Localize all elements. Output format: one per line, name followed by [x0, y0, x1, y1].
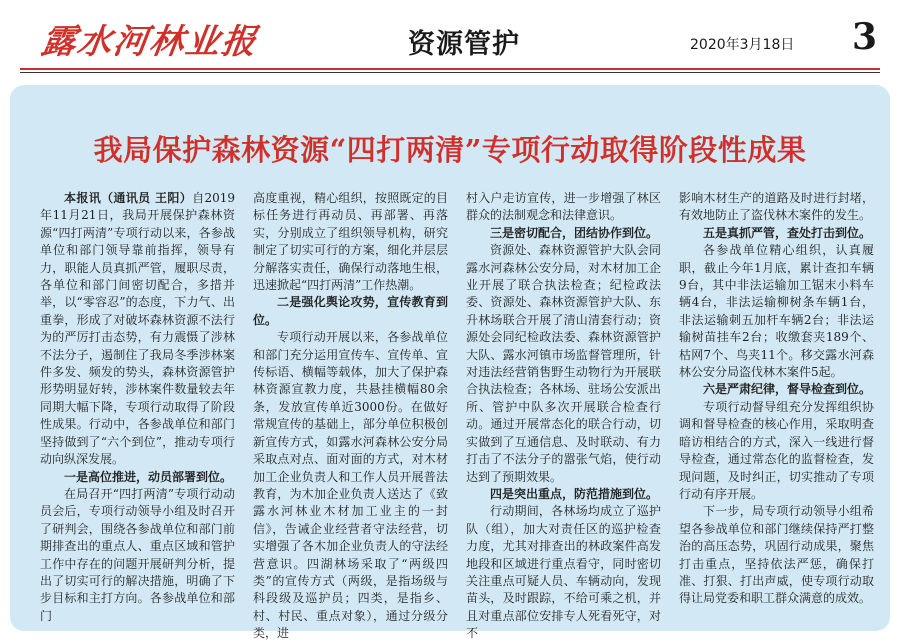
article-column-3	[466, 190, 661, 641]
paragraph-continued: 高度重视，精心组织，按照既定的目标任务进行再动员、再部署、再落实，分别成立了组织领导机构，研究制定了切实可行的方案，细化并层层分解落实责任，确保行动落地生根，迅速掀起“四打两清”工作热潮。	[253, 191, 448, 293]
article-column-4	[679, 190, 874, 610]
section-subheading: 三是密切配合，团结协作到位。	[490, 225, 659, 240]
paragraph: 资源处、森林资源管护大队会同露水河森林公安分局，对木材加工企业开展了联合执法检查；纪检政法委、资源处、森林资源管护大队、东升林场联合开展了清山清套行动；资源处会同纪检政法委、森林资源管护大队、露水河镇市场监督管理所，针对违法经营销售野生动物行为开展联合执法检查；各林场、驻场公安派出所、管护中队多次开展联合检查行动。通过开展常态化的联合行动，切实做到了互通信息、及时联动、有力打击了不法分子的嚣张气焰，使行动达到了预期效果。	[466, 243, 661, 484]
article-headline: 我局保护森林资源“四打两清”专项行动取得阶段性成果	[93, 133, 807, 167]
article-column-1	[40, 190, 235, 623]
paragraph: 下一步，局专项行动领导小组希望各参战单位和部门继续保持严打整治的高压态势，巩固行动成果，聚焦打击重点，坚持依法严惩，确保打准、打狠、打出声威，使专项行动取得让局党委和职工群众满意的成效。	[679, 504, 874, 606]
lead-text: 自2019年11月21日，我局开展保护森林资源“四打两清”专项行动以来，各参战单位和部门领导靠前指挥，领导有力，职能人员真抓严管，履职尽责，各单位和部门间密切配合，多措并举，以“零容忍”的态度，下力气、出重拳，形成了对破坏森林资源不法行为的严厉打击态势，有力震慑了涉林不法分子，遏制住了我局冬季涉林案件多发、频发的势头，森林资源管护形势明显好转，涉林案件数量较去年同期大幅下降，专项行动取得了阶段性成果。行动中，各参战单位和部门坚持做到了“六个到位”，推动专项行动向纵深发展。	[40, 191, 235, 467]
section-subheading: 四是突出重点，防范措施到位。	[490, 486, 659, 501]
page-number: 3	[852, 16, 878, 58]
section-name: 资源管护	[408, 29, 520, 60]
paragraph: 专项行动督导组充分发挥组织协调和督导检查的核心作用，采取明查暗访相结合的方式，深入一线进行督导检查，通过常态化的监督检查，发现问题，及时纠正，切实推动了专项行动有序开展。	[679, 399, 874, 501]
paper-name-logo: 露水河林业报	[38, 22, 261, 62]
paragraph-continued: 村入户走访宣传，进一步增强了林区群众的法制观念和法律意识。	[466, 191, 661, 223]
section-subheading: 一是高位推进，动员部署到位。	[64, 469, 233, 484]
section-subheading: 二是强化舆论攻势，宣传教育到位。	[253, 295, 448, 327]
byline: 本报讯（通讯员 王阳）	[64, 191, 193, 205]
article-columns	[40, 190, 875, 641]
paragraph: 行动期间，各林场均成立了巡护队（组），加大对责任区的巡护检查力度，尤其对排查出的林政案件高发地段和区域进行重点看守，同时密切关注重点可疑人员、车辆动向，发现苗头，及时跟踪，不给可乘之机，并且对重点部位安排专人死看死守，对不	[466, 504, 661, 641]
issue-date: 2020年3月18日	[690, 37, 795, 53]
section-subheading: 五是真抓严管，查处打击到位。	[703, 225, 872, 240]
article-column-2	[253, 190, 448, 641]
masthead-divider-black	[20, 72, 880, 73]
paragraph: 专项行动开展以来，各参战单位和部门充分运用宣传车、宣传单、宣传标语、横幅等载体，加大了保护森林资源宣教力度，共悬挂横幅80余条，发放宣传单近3000份。在做好常规宣传的基础上，部分单位积极创新宣传方式，如露水河森林公安分局采取点对点、面对面的方式，对木材加工企业负责人和工作人员开展普法教育，为木加企业负责人送达了《致露水河林业木材加工业主的一封信》，告诫企业经营者守法经营，切实增强了各木加企业负责人的守法经营意识。四湖林场采取了“两级四类”的宣传方式（两级，是指场级与科段级及巡护员；四类，是指乡、村、村民、重点对象），通过分级分类，进	[253, 330, 448, 641]
paragraph	[40, 190, 235, 469]
masthead-divider-red	[20, 68, 880, 70]
paragraph-continued: 影响木材生产的道路及时进行封堵，有效地防止了盗伐林木案件的发生。	[679, 191, 874, 223]
paragraph: 在局召开“四打两清”专项行动动员会后，专项行动领导小组及时召开了研判会，围绕各参战单位和部门前期排查出的重点人、重点区域和管护工作中存在的问题开展研判分析，提出了切实可行的解决措施，明确了下步目标和主打方向。各参战单位和部门	[40, 486, 235, 623]
masthead	[0, 0, 900, 78]
paragraph: 各参战单位精心组织，认真履职，截止今年1月底，累计查扣车辆9台，其中非法运输加工锯末小料车辆4台，非法运输柳树条车辆1台，非法运输刺五加杆车辆2台；非法运输树苗挂车2台；收缴套夹189个、枯网7个、鸟夹11个。移交露水河森林公安分局盗伐林木案件5起。	[679, 243, 874, 380]
section-subheading: 六是严肃纪律，督导检查到位。	[703, 382, 872, 397]
